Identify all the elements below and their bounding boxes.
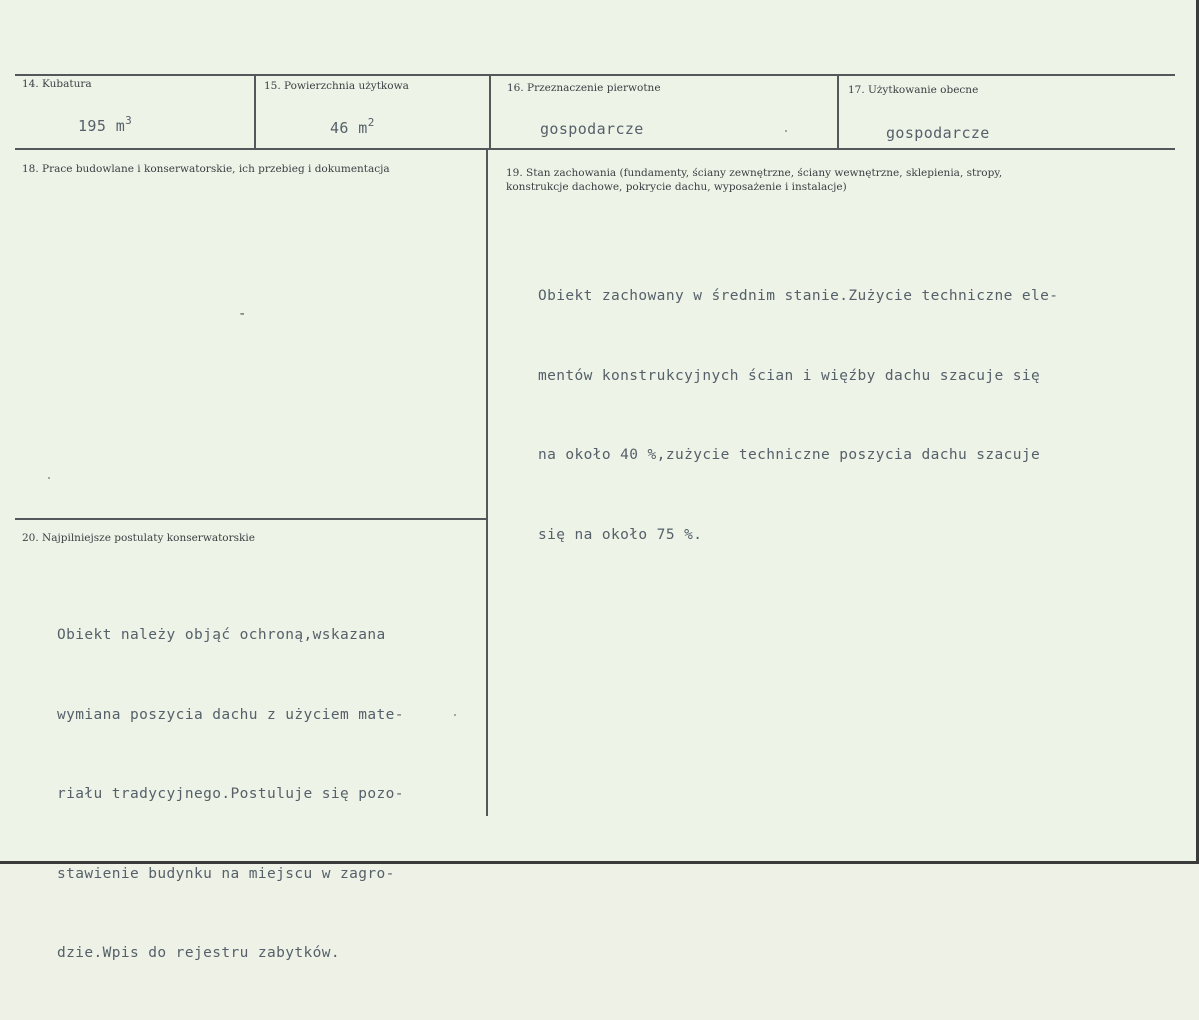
row-divider bbox=[15, 148, 1175, 150]
cubature-value: 195 m bbox=[78, 117, 126, 135]
area-unit-exponent: 2 bbox=[367, 116, 375, 129]
field-19-line: na około 40 %,zużycie techniczne poszycia dachu szacuje bbox=[538, 447, 1041, 463]
field-19-text bbox=[538, 230, 1058, 601]
field-16-value: gospodarcze bbox=[540, 120, 644, 138]
field-17-value: gospodarcze bbox=[886, 124, 990, 142]
field-16-label: 16. Przeznaczenie pierwotne bbox=[507, 82, 661, 94]
field-15-label: 15. Powierzchnia użytkowa bbox=[264, 80, 409, 92]
paper-speck bbox=[454, 714, 456, 716]
field-14-label: 14. Kubatura bbox=[22, 78, 92, 90]
field-17-label: 17. Użytkowanie obecne bbox=[848, 84, 979, 96]
field-19-line: Obiekt zachowany w średnim stanie.Zużycie techniczne ele- bbox=[538, 288, 1059, 304]
field-20-text bbox=[57, 569, 404, 1020]
field-18-label: 18. Prace budowlane i konserwatorskie, ich przebieg i dokumentacja bbox=[22, 163, 390, 175]
cubature-unit-exponent: 3 bbox=[125, 114, 133, 127]
field-19-line: się na około 75 %. bbox=[538, 526, 703, 543]
paper-speck bbox=[785, 130, 787, 132]
paper-speck bbox=[48, 477, 50, 479]
top-rule bbox=[15, 74, 1175, 76]
field-20-line: wymiana poszycia dachu z użyciem mate- bbox=[57, 706, 404, 723]
field-20-line: dzie.Wpis do rejestru zabytków. bbox=[57, 945, 341, 961]
main-vertical-divider bbox=[486, 148, 488, 816]
field-18-value: - bbox=[238, 306, 247, 322]
field-19-line: mentów konstrukcyjnych ścian i więźby dachu szacuje się bbox=[538, 367, 1041, 384]
field-20-label: 20. Najpilniejsze postulaty konserwatorskie bbox=[22, 532, 255, 544]
divider-16-17 bbox=[837, 74, 839, 149]
field-20-line: riału tradycyjnego.Postuluje się pozo- bbox=[57, 786, 404, 802]
divider-14-15 bbox=[254, 74, 256, 149]
field-14-value bbox=[78, 114, 132, 135]
divider-15-16 bbox=[489, 74, 491, 149]
area-value: 46 m bbox=[330, 119, 368, 137]
divider-18-20 bbox=[15, 518, 487, 520]
field-20-line: stawienie budynku na miejscu w zagro- bbox=[57, 865, 395, 882]
field-15-value bbox=[330, 116, 375, 137]
field-19-label-line1: 19. Stan zachowania (fundamenty, ściany zewnętrzne, ściany wewnętrzne, sklepienia, stropy, bbox=[506, 167, 1003, 179]
field-19-label-line2: konstrukcje dachowe, pokrycie dachu, wyposażenie i instalacje) bbox=[506, 181, 847, 193]
field-20-line: Obiekt należy objąć ochroną,wskazana bbox=[57, 627, 386, 643]
